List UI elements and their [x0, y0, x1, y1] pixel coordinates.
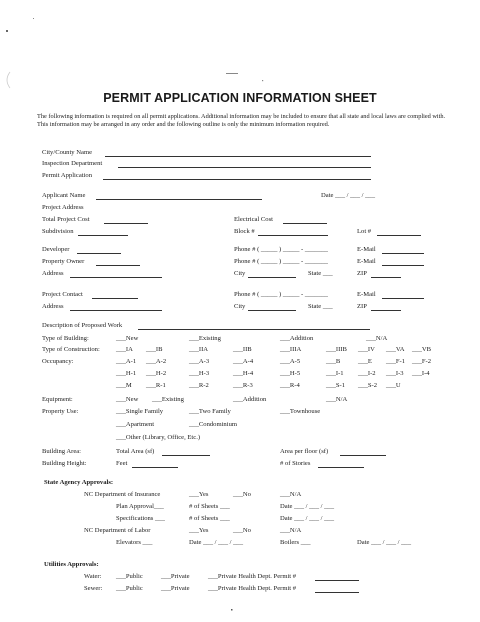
elevators-date[interactable]: Date ___ / ___ / ___ — [189, 539, 244, 546]
feet-label: Feet — [116, 460, 128, 467]
occupancy-option[interactable]: ___R-4 — [280, 382, 300, 389]
occupancy-option[interactable]: ___I-4 — [412, 370, 430, 377]
construction-va-option[interactable]: ___VA — [386, 346, 405, 353]
construction-iia-option[interactable]: ___IIA — [189, 346, 209, 353]
applicant-date[interactable]: Date ___ / ___ / ___ — [321, 192, 376, 199]
construction-iib-option[interactable]: ___IIB — [233, 346, 252, 353]
water-public-option[interactable]: ___Public — [116, 573, 143, 580]
type-of-construction-label: Type of Construction: — [42, 346, 100, 353]
contact-address-label: Address — [42, 303, 64, 310]
occupancy-option[interactable]: ___S-2 — [358, 382, 378, 389]
sewer-label: Sewer: — [84, 585, 103, 592]
construction-ib-option[interactable]: ___IB — [146, 346, 163, 353]
plan-approval[interactable]: Plan Approval___ — [116, 503, 164, 510]
type-of-building-label: Type of Building: — [42, 335, 89, 342]
building-height-label: Building Height: — [42, 460, 87, 467]
occupancy-option[interactable]: ___M — [116, 382, 132, 389]
labor-yes-option[interactable]: ___Yes — [189, 527, 209, 534]
occupancy-option[interactable]: ___I-1 — [326, 370, 344, 377]
equipment-new-option[interactable]: ___New — [116, 396, 139, 403]
construction-iiia-option[interactable]: ___IIIA — [280, 346, 302, 353]
state-agency-heading: State Agency Approvals: — [44, 479, 114, 486]
labor-no-option[interactable]: ___No — [233, 527, 251, 534]
occupancy-option[interactable]: ___H-3 — [189, 370, 210, 377]
occupancy-option[interactable]: ___A-5 — [280, 358, 301, 365]
equipment-na-option[interactable]: ___N/A — [326, 396, 348, 403]
occupancy-option[interactable]: ___F-2 — [412, 358, 432, 365]
electrical-cost-label: Electrical Cost — [234, 216, 273, 223]
occupancy-label: Occupancy: — [42, 358, 74, 365]
lot-label: Lot # — [357, 228, 372, 235]
occupancy-option[interactable]: ___R-2 — [189, 382, 209, 389]
equipment-label: Equipment: — [42, 396, 73, 403]
occupancy-option[interactable]: ___B — [326, 358, 341, 365]
occupancy-option[interactable]: ___H-2 — [146, 370, 167, 377]
construction-vb-option[interactable]: ___VB — [412, 346, 432, 353]
owner-email-label: E-Mail — [357, 258, 376, 265]
labor-na-option[interactable]: ___N/A — [280, 527, 302, 534]
contact-email-label: E-Mail — [357, 291, 376, 298]
occupancy-option[interactable]: ___I-2 — [358, 370, 376, 377]
use-condominium-option[interactable]: ___Condominium — [189, 421, 237, 428]
occupancy-option[interactable]: ___S-1 — [326, 382, 346, 389]
developer-email-label: E-Mail — [357, 246, 376, 253]
project-contact-label: Project Contact — [42, 291, 83, 298]
sewer-private-option[interactable]: ___Private — [161, 585, 190, 592]
area-per-floor-label: Area per floor (sf) — [280, 448, 329, 455]
use-other-option[interactable]: ___Other (Library, Office, Etc.) — [116, 434, 201, 441]
occupancy-option[interactable]: ___H-1 — [116, 370, 137, 377]
occupancy-option[interactable]: ___A-3 — [189, 358, 210, 365]
subdivision-label: Subdivision — [42, 228, 74, 235]
construction-ia-option[interactable]: ___IA — [116, 346, 133, 353]
insurance-yes-option[interactable]: ___Yes — [189, 491, 209, 498]
occupancy-option[interactable]: ___I-3 — [386, 370, 404, 377]
city-county-name-label: City/County Name — [42, 149, 93, 156]
contact-city-label: City — [234, 303, 246, 310]
water-label: Water: — [84, 573, 102, 580]
plan-sheets[interactable]: # of Sheets ___ — [189, 503, 230, 510]
occupancy-option[interactable]: ___A-1 — [116, 358, 137, 365]
owner-city-label: City — [234, 270, 246, 277]
specifications[interactable]: Specifications ___ — [116, 515, 165, 522]
building-addition-option[interactable]: ___Addition — [280, 335, 314, 342]
stories-label: # of Stories — [280, 460, 311, 467]
contact-zip-label: ZIP — [357, 303, 367, 310]
page-title: PERMIT APPLICATION INFORMATION SHEET — [103, 91, 377, 105]
inspection-department-label: Inspection Department — [42, 160, 103, 167]
elevators[interactable]: Elevators ___ — [116, 539, 153, 546]
owner-zip-label: ZIP — [357, 270, 367, 277]
occupancy-option[interactable]: ___H-4 — [233, 370, 254, 377]
use-apartment-option[interactable]: ___Apartment — [116, 421, 155, 428]
equipment-existing-option[interactable]: ___Existing — [152, 396, 184, 403]
developer-phone[interactable]: Phone # ( _____ ) _____ - _______ — [234, 246, 328, 253]
property-use-label: Property Use: — [42, 408, 79, 415]
applicant-name-label: Applicant Name — [42, 192, 86, 199]
boilers-date[interactable]: Date ___ / ___ / ___ — [357, 539, 412, 546]
building-area-label: Building Area: — [42, 448, 82, 455]
contact-state[interactable]: State ___ — [308, 303, 333, 310]
total-project-cost-label: Total Project Cost — [42, 216, 90, 223]
contact-phone[interactable]: Phone # ( _____ ) _____ - _______ — [234, 291, 328, 298]
equipment-addition-option[interactable]: ___Addition — [233, 396, 267, 403]
utilities-heading: Utilities Approvals: — [44, 561, 99, 568]
permit-application-label: Permit Application — [42, 172, 92, 179]
occupancy-option[interactable]: ___H-5 — [280, 370, 301, 377]
specifications-sheets[interactable]: # of Sheets ___ — [189, 515, 230, 522]
insurance-na-option[interactable]: ___N/A — [280, 491, 302, 498]
block-label: Block # — [234, 228, 255, 235]
sewer-permit-label[interactable]: ___Private Health Dept. Permit # — [208, 585, 297, 592]
owner-address-label: Address — [42, 270, 64, 277]
use-two-family-option[interactable]: ___Two Family — [189, 408, 231, 415]
project-address-label: Project Address — [42, 204, 84, 211]
construction-iiib-option[interactable]: ___IIIB — [326, 346, 347, 353]
occupancy-option[interactable]: ___R-1 — [146, 382, 166, 389]
occupancy-option[interactable]: ___R-3 — [233, 382, 253, 389]
building-new-option[interactable]: ___New — [116, 335, 139, 342]
boilers[interactable]: Boilers ___ — [280, 539, 311, 546]
specifications-date[interactable]: Date ___ / ___ / ___ — [280, 515, 335, 522]
occupancy-option[interactable]: ___U — [386, 382, 401, 389]
occupancy-option[interactable]: ___A-2 — [146, 358, 167, 365]
occupancy-option[interactable]: ___E — [358, 358, 372, 365]
total-area-label: Total Area (sf) — [116, 448, 155, 455]
use-single-family-option[interactable]: ___Single Family — [116, 408, 164, 415]
owner-phone[interactable]: Phone # ( _____ ) _____ - _______ — [234, 258, 328, 265]
occupancy-option[interactable]: ___F-1 — [386, 358, 406, 365]
water-permit-label[interactable]: ___Private Health Dept. Permit # — [208, 573, 297, 580]
construction-iv-option[interactable]: ___IV — [358, 346, 375, 353]
insurance-no-option[interactable]: ___No — [233, 491, 251, 498]
water-private-option[interactable]: ___Private — [161, 573, 190, 580]
description-label: Description of Proposed Work — [42, 322, 123, 329]
occupancy-option[interactable]: ___A-4 — [233, 358, 254, 365]
intro-paragraph: The following information is required on all permit applications. Additional information may be included to ensure that all state and local laws are complied with. This information may be arranged in any order and the following outline is only the minimum information required. — [37, 113, 446, 129]
building-existing-option[interactable]: ___Existing — [189, 335, 221, 342]
property-owner-label: Property Owner — [42, 258, 85, 265]
owner-state[interactable]: State ___ — [308, 270, 333, 277]
building-na-option[interactable]: ___N/A — [366, 335, 388, 342]
plan-date[interactable]: Date ___ / ___ / ___ — [280, 503, 335, 510]
use-townhouse-option[interactable]: ___Townhouse — [280, 408, 321, 415]
labor-label: NC Department of Labor — [84, 527, 151, 534]
developer-label: Developer — [42, 246, 70, 253]
insurance-label: NC Department of Insurance — [84, 491, 161, 498]
sewer-public-option[interactable]: ___Public — [116, 585, 143, 592]
